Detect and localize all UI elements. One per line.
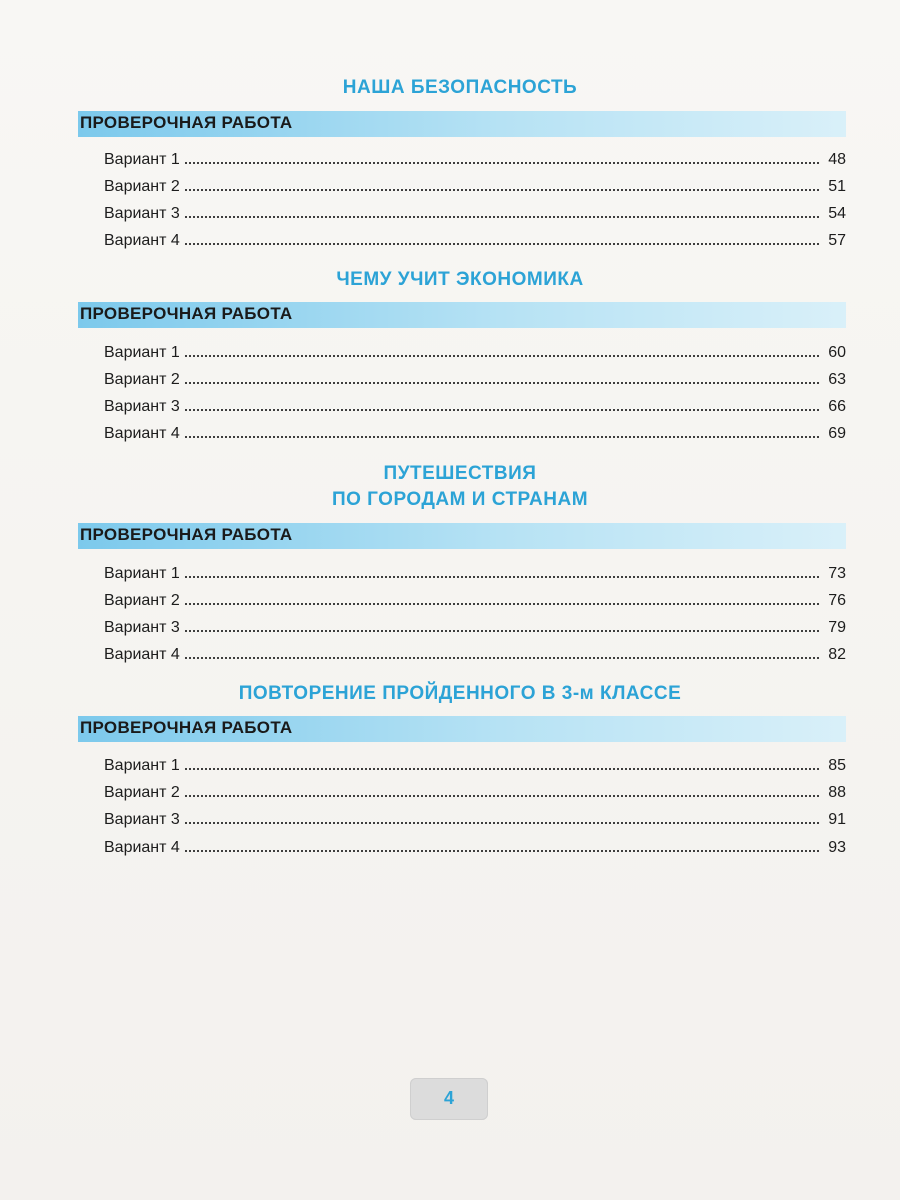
toc-entry[interactable] xyxy=(104,197,846,223)
toc-entry-page: 85 xyxy=(828,757,846,774)
toc-entry-page: 73 xyxy=(828,565,846,582)
toc-entry-label: Вариант 1 xyxy=(104,565,180,582)
toc-entry-page: 79 xyxy=(828,619,846,636)
toc-entry[interactable] xyxy=(104,803,846,829)
section-subhead xyxy=(78,716,846,742)
dot-leader xyxy=(184,203,820,219)
dot-leader xyxy=(184,617,820,633)
section-title-travel-line2: ПО ГОРОДАМ И СТРАНАМ xyxy=(331,489,589,510)
toc-entry-page: 63 xyxy=(828,371,846,388)
toc-entry-page: 54 xyxy=(828,205,846,222)
section-subhead xyxy=(78,111,846,137)
toc-entry[interactable] xyxy=(104,170,846,196)
section-subhead xyxy=(78,523,846,549)
dot-leader xyxy=(184,176,820,192)
dot-leader xyxy=(184,563,820,579)
dot-leader xyxy=(184,149,820,165)
dot-leader xyxy=(184,755,820,771)
section-title-economics: ЧЕМУ УЧИТ ЭКОНОМИКА xyxy=(336,269,584,290)
toc-entry[interactable] xyxy=(104,776,846,802)
dot-leader xyxy=(184,396,820,412)
dot-leader xyxy=(184,369,820,385)
toc-entry-page: 82 xyxy=(828,646,846,663)
toc-entry[interactable] xyxy=(104,611,846,637)
dot-leader xyxy=(184,590,820,606)
toc-entry-page: 66 xyxy=(828,398,846,415)
toc-entry-page: 60 xyxy=(828,344,846,361)
dot-leader xyxy=(184,644,820,660)
dot-leader xyxy=(184,342,820,358)
toc-entry[interactable] xyxy=(104,417,846,443)
toc-entry[interactable] xyxy=(104,584,846,610)
toc-entry-label: Вариант 2 xyxy=(104,371,180,388)
toc-entry-page: 93 xyxy=(828,839,846,856)
dot-leader xyxy=(184,782,820,798)
toc-entry[interactable] xyxy=(104,224,846,250)
toc-entry[interactable] xyxy=(104,143,846,169)
toc-entry-label: Вариант 3 xyxy=(104,811,180,828)
toc-entry-page: 88 xyxy=(828,784,846,801)
toc-entry[interactable] xyxy=(104,336,846,362)
toc-entry-label: Вариант 4 xyxy=(104,839,180,856)
toc-entry-label: Вариант 2 xyxy=(104,178,180,195)
toc-entry-label: Вариант 3 xyxy=(104,619,180,636)
section-title-review: ПОВТОРЕНИЕ ПРОЙДЕННОГО В 3-м КЛАССЕ xyxy=(238,683,682,704)
toc-entry-label: Вариант 4 xyxy=(104,425,180,442)
toc-entry-page: 69 xyxy=(828,425,846,442)
toc-entry-label: Вариант 1 xyxy=(104,151,180,168)
toc-entry-page: 76 xyxy=(828,592,846,609)
page-number-badge xyxy=(410,1078,488,1120)
toc-entry[interactable] xyxy=(104,390,846,416)
toc-entry-label: Вариант 3 xyxy=(104,205,180,222)
toc-entry-label: Вариант 1 xyxy=(104,344,180,361)
toc-entry[interactable] xyxy=(104,749,846,775)
section-title-safety: НАША БЕЗОПАСНОСТЬ xyxy=(342,77,578,98)
toc-entry-page: 57 xyxy=(828,232,846,249)
toc-entry-label: Вариант 3 xyxy=(104,398,180,415)
toc-entry-label: Вариант 4 xyxy=(104,232,180,249)
toc-entry[interactable] xyxy=(104,557,846,583)
toc-entry[interactable] xyxy=(104,363,846,389)
dot-leader xyxy=(184,809,820,825)
dot-leader xyxy=(184,423,820,439)
subhead-label: ПРОВЕРОЧНАЯ РАБОТА xyxy=(80,718,293,737)
toc-entry-label: Вариант 2 xyxy=(104,784,180,801)
dot-leader xyxy=(184,230,820,246)
page-number: 4 xyxy=(443,1088,454,1108)
toc-entry-label: Вариант 4 xyxy=(104,646,180,663)
toc-entry-page: 48 xyxy=(828,151,846,168)
toc-entry[interactable] xyxy=(104,638,846,664)
section-title-travel-line1: ПУТЕШЕСТВИЯ xyxy=(383,463,537,484)
toc-entry-page: 91 xyxy=(828,811,846,828)
section-subhead xyxy=(78,302,846,328)
toc-entry[interactable] xyxy=(104,831,846,857)
toc-entry-label: Вариант 2 xyxy=(104,592,180,609)
subhead-label: ПРОВЕРОЧНАЯ РАБОТА xyxy=(80,304,293,323)
subhead-label: ПРОВЕРОЧНАЯ РАБОТА xyxy=(80,525,293,544)
dot-leader xyxy=(184,837,820,853)
toc-entry-label: Вариант 1 xyxy=(104,757,180,774)
toc-entry-page: 51 xyxy=(828,178,846,195)
subhead-label: ПРОВЕРОЧНАЯ РАБОТА xyxy=(80,113,293,132)
